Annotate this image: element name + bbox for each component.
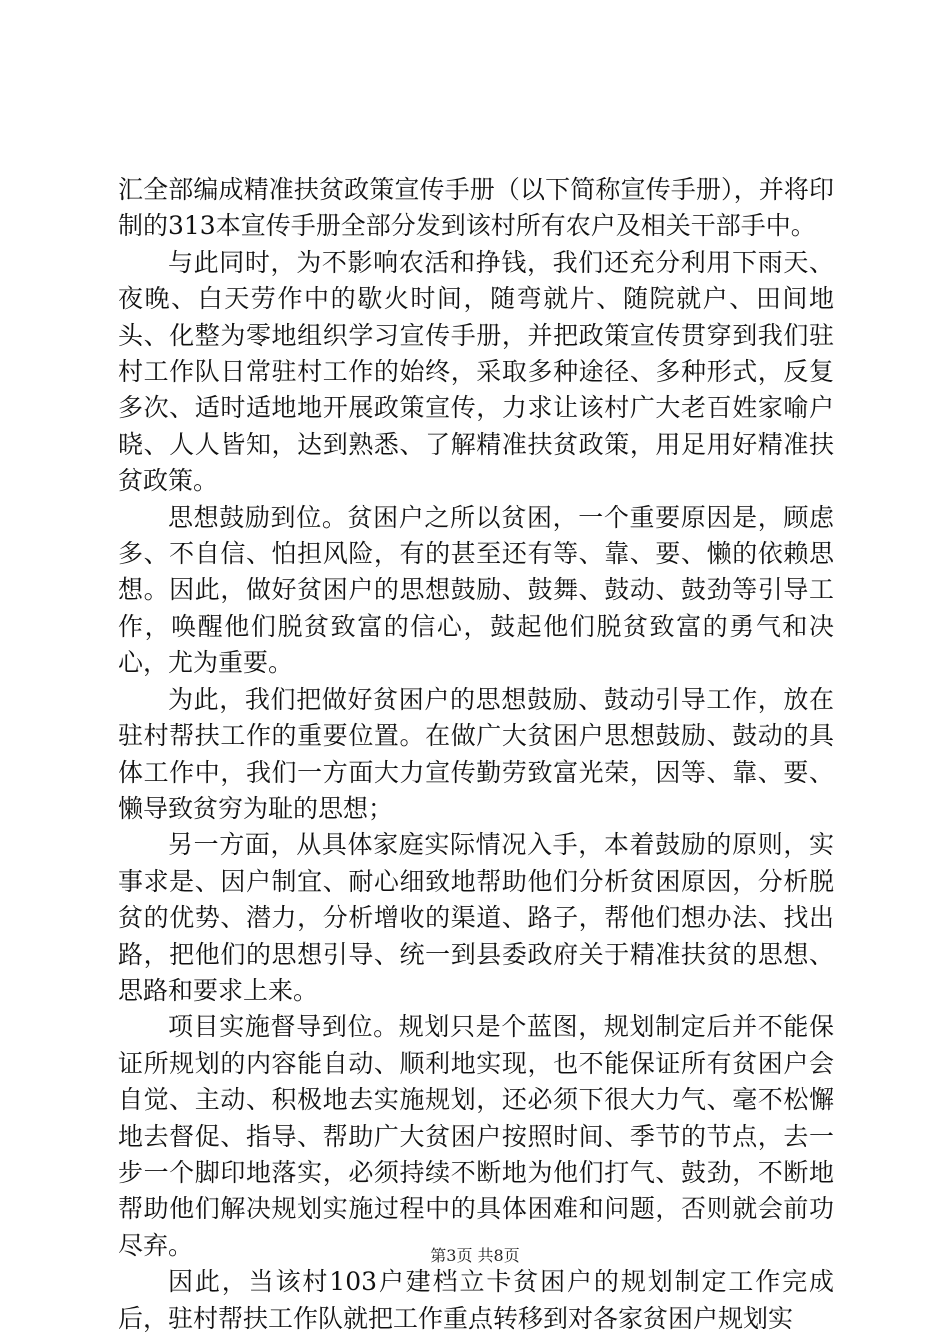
paragraph-3: 思想鼓励到位。贫困户之所以贫困，一个重要原因是，顾虑多、不自信、怕担风险，有的甚至还有等、靠、要、懒的依赖思想。因此，做好贫困户的思想鼓励、鼓舞、鼓动、鼓劲等引导工作，唤醒他们脱贫致富的信心，鼓起他们脱贫致富的勇气和决心，尤为重要。 — [118, 502, 834, 678]
paragraph-2: 与此同时，为不影响农活和挣钱，我们还充分利用下雨天、夜晚、白天劳作中的歇火时间，随弯就片、随院就户、田间地头、化整为零地组织学习宣传手册，并把政策宣传贯穿到我们驻村工作队日常驻村工作的始终，采取多种途径、多种形式，反复多次、适时适地地开展政策宣传，力求让该村广大老百姓家喻户晓、人人皆知，达到熟悉、了解精准扶贫政策，用足用好精准扶贫政策。 — [118, 247, 834, 496]
paragraph-5: 另一方面，从具体家庭实际情况入手，本着鼓励的原则，实事求是、因户制宜、耐心细致地帮助他们分析贫困原因，分析脱贫的优势、潜力，分析增收的渠道、路子，帮他们想办法、找出路，把他们的思想引导、统一到县委政府关于精准扶贫的思想、思路和要求上来。 — [118, 830, 834, 1005]
document-body — [118, 172, 834, 1337]
page-footer: 第3页 共8页 — [430, 1246, 520, 1265]
paragraph-1: 汇全部编成精准扶贫政策宣传手册（以下简称宣传手册），并将印制的313本宣传手册全部分发到该村所有农户及相关干部手中。 — [118, 175, 834, 241]
paragraph-4: 为此，我们把做好贫困户的思想鼓励、鼓动引导工作，放在驻村帮扶工作的重要位置。在做广大贫困户思想鼓励、鼓动的具体工作中，我们一方面大力宣传勤劳致富光荣，因等、靠、要、懒导致贫穷为耻的思想； — [118, 684, 834, 823]
paragraph-6: 项目实施督导到位。规划只是个蓝图，规划制定后并不能保证所规划的内容能自动、顺利地实现，也不能保证所有贫困户会自觉、主动、积极地去实施规划，还必须下很大力气、毫不松懈地去督促、指导、帮助广大贫困户按照时间、季节的节点，去一步一个脚印地落实，必须持续不断地为他们打气、鼓劲，不断地帮助他们解决规划实施过程中的具体困难和问题，否则就会前功尽弃。 — [118, 1012, 834, 1260]
paragraph-7: 因此，当该村103户建档立卡贫困户的规划制定工作完成后，驻村帮扶工作队就把工作重点转移到对各家贫困户规划实 — [118, 1267, 834, 1333]
